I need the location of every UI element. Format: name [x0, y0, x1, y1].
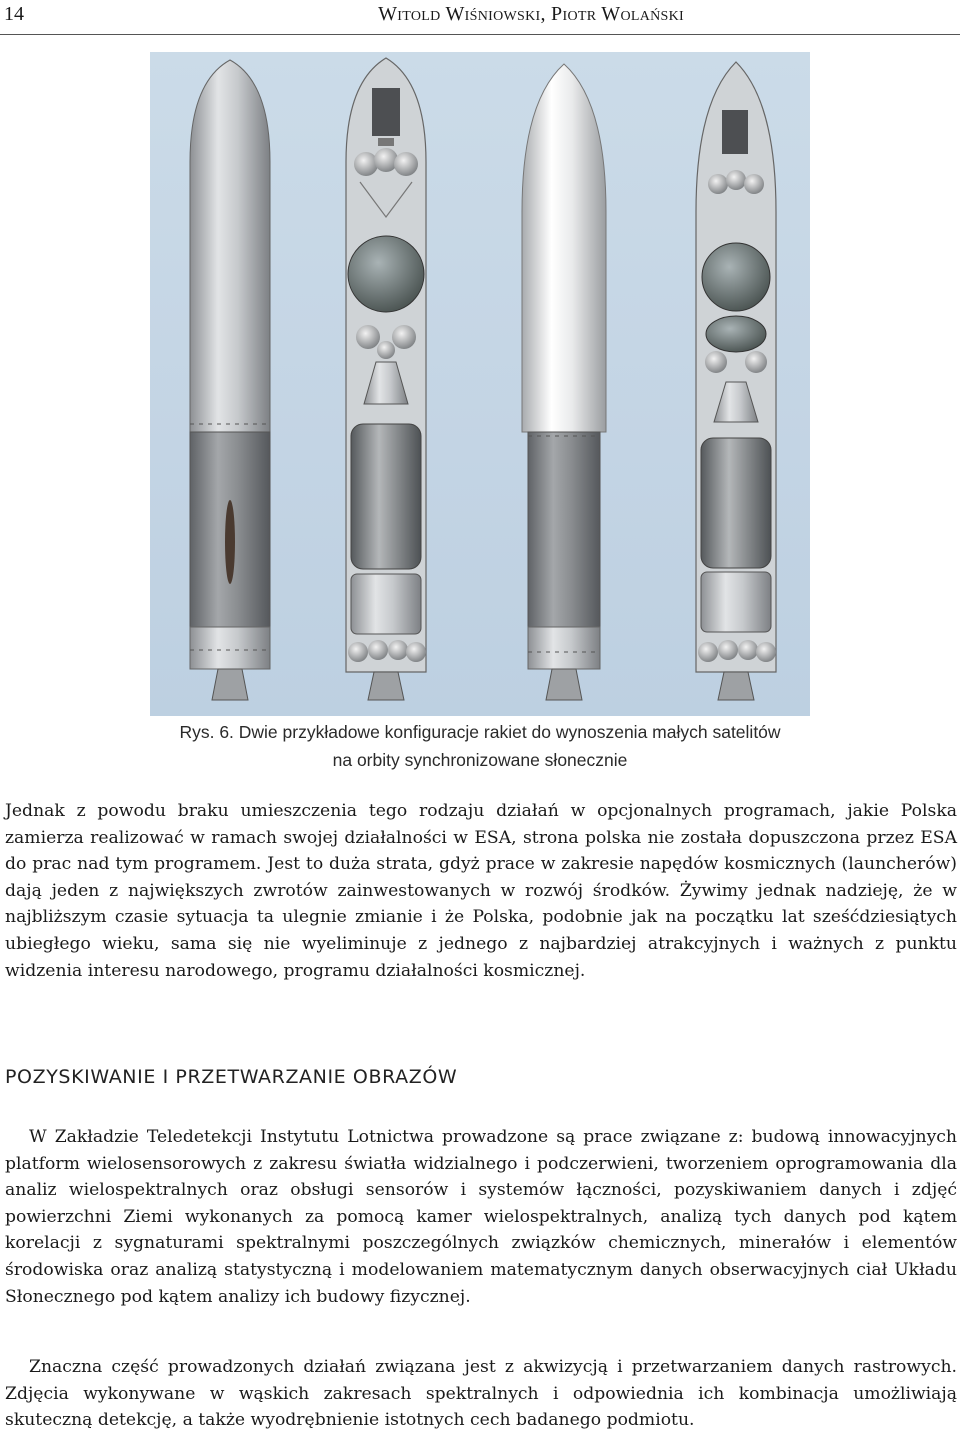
- paragraph-1: Jednak z powodu braku umieszczenia tego rodzaju działań w opcjonalnych programach, jakie Polska zamierza realizować w ramach swojej działalności w ESA, strona polska nie została dopuszczona przez ESA do prac nad tym programem. Jest to duża strata, gdyż prace w zakresie napędów kosmicznych (launcherów) dają jeden z największych zwrotów zainwestowanych w rozwój środków. Żywimy jednak nadzieję, że w najbliższym czasie sytuacja ta ulegnie zmianie i że Polska, podobnie jak na początku lat sześćdziesiątych ubiegłego wieku, sama się nie wyeliminuje z jednego z najbardziej atrakcyjnych i ważnych z punktu widzenia interesu narodowego, programu działalności kosmicznej.: [5, 801, 957, 981]
- page-header: [0, 0, 960, 36]
- running-head: Witold Wiśniowski, Piotr Wolański: [378, 3, 684, 25]
- rocket-illustration: [150, 52, 810, 716]
- rocket-2-cutaway: [346, 58, 426, 700]
- rocket-3-exterior: [522, 64, 606, 700]
- rocket-figure: [150, 52, 810, 716]
- rocket-4-cutaway: [696, 62, 776, 700]
- header-rule: [0, 34, 960, 35]
- paragraph-2: W Zakładzie Teledetekcji Instytutu Lotnictwa prowadzone są prace związane z: budową innowacyjnych platform wielosensorowych z zakresu światła widzialnego i podczerwieni, tworzeniem oprogramowania dla analiz wielospektralnych oraz obsługi sensorów i systemów łączności, pozyskiwaniem danych i zdjęć powierzchni Ziemi wykonanych za pomocą kamer wielospektralnych, analizą tych danych pod kątem korelacji z sygnaturami spektralnymi poszczególnych związków chemicznych, minerałów i elementów środowiska oraz analizą statystyczną i modelowaniem matematycznym danych obserwacyjnych ciał Układu Słonecznego pod kątem analizy ich budowy fizycznej.: [5, 1127, 957, 1307]
- figure-caption-line-2: na orbity synchronizowane słonecznie: [332, 750, 628, 770]
- section-title: POZYSKIWANIE I PRZETWARZANIE OBRAZÓW: [5, 1066, 458, 1088]
- figure-caption-line-1: Rys. 6. Dwie przykładowe konfiguracje rakiet do wynoszenia małych satelitów: [179, 722, 781, 742]
- page-number: 14: [4, 3, 24, 25]
- paragraph-3: Znaczna część prowadzonych działań związana jest z akwizycją i przetwarzaniem danych rastrowych. Zdjęcia wykonywane w wąskich zakresach spektralnych i odpowiednia ich kombinacja umożliwiają skuteczną detekcję, a także wyodrębnienie istotnych cech badanego podmiotu.: [5, 1357, 957, 1431]
- rocket-1-exterior: [190, 60, 270, 700]
